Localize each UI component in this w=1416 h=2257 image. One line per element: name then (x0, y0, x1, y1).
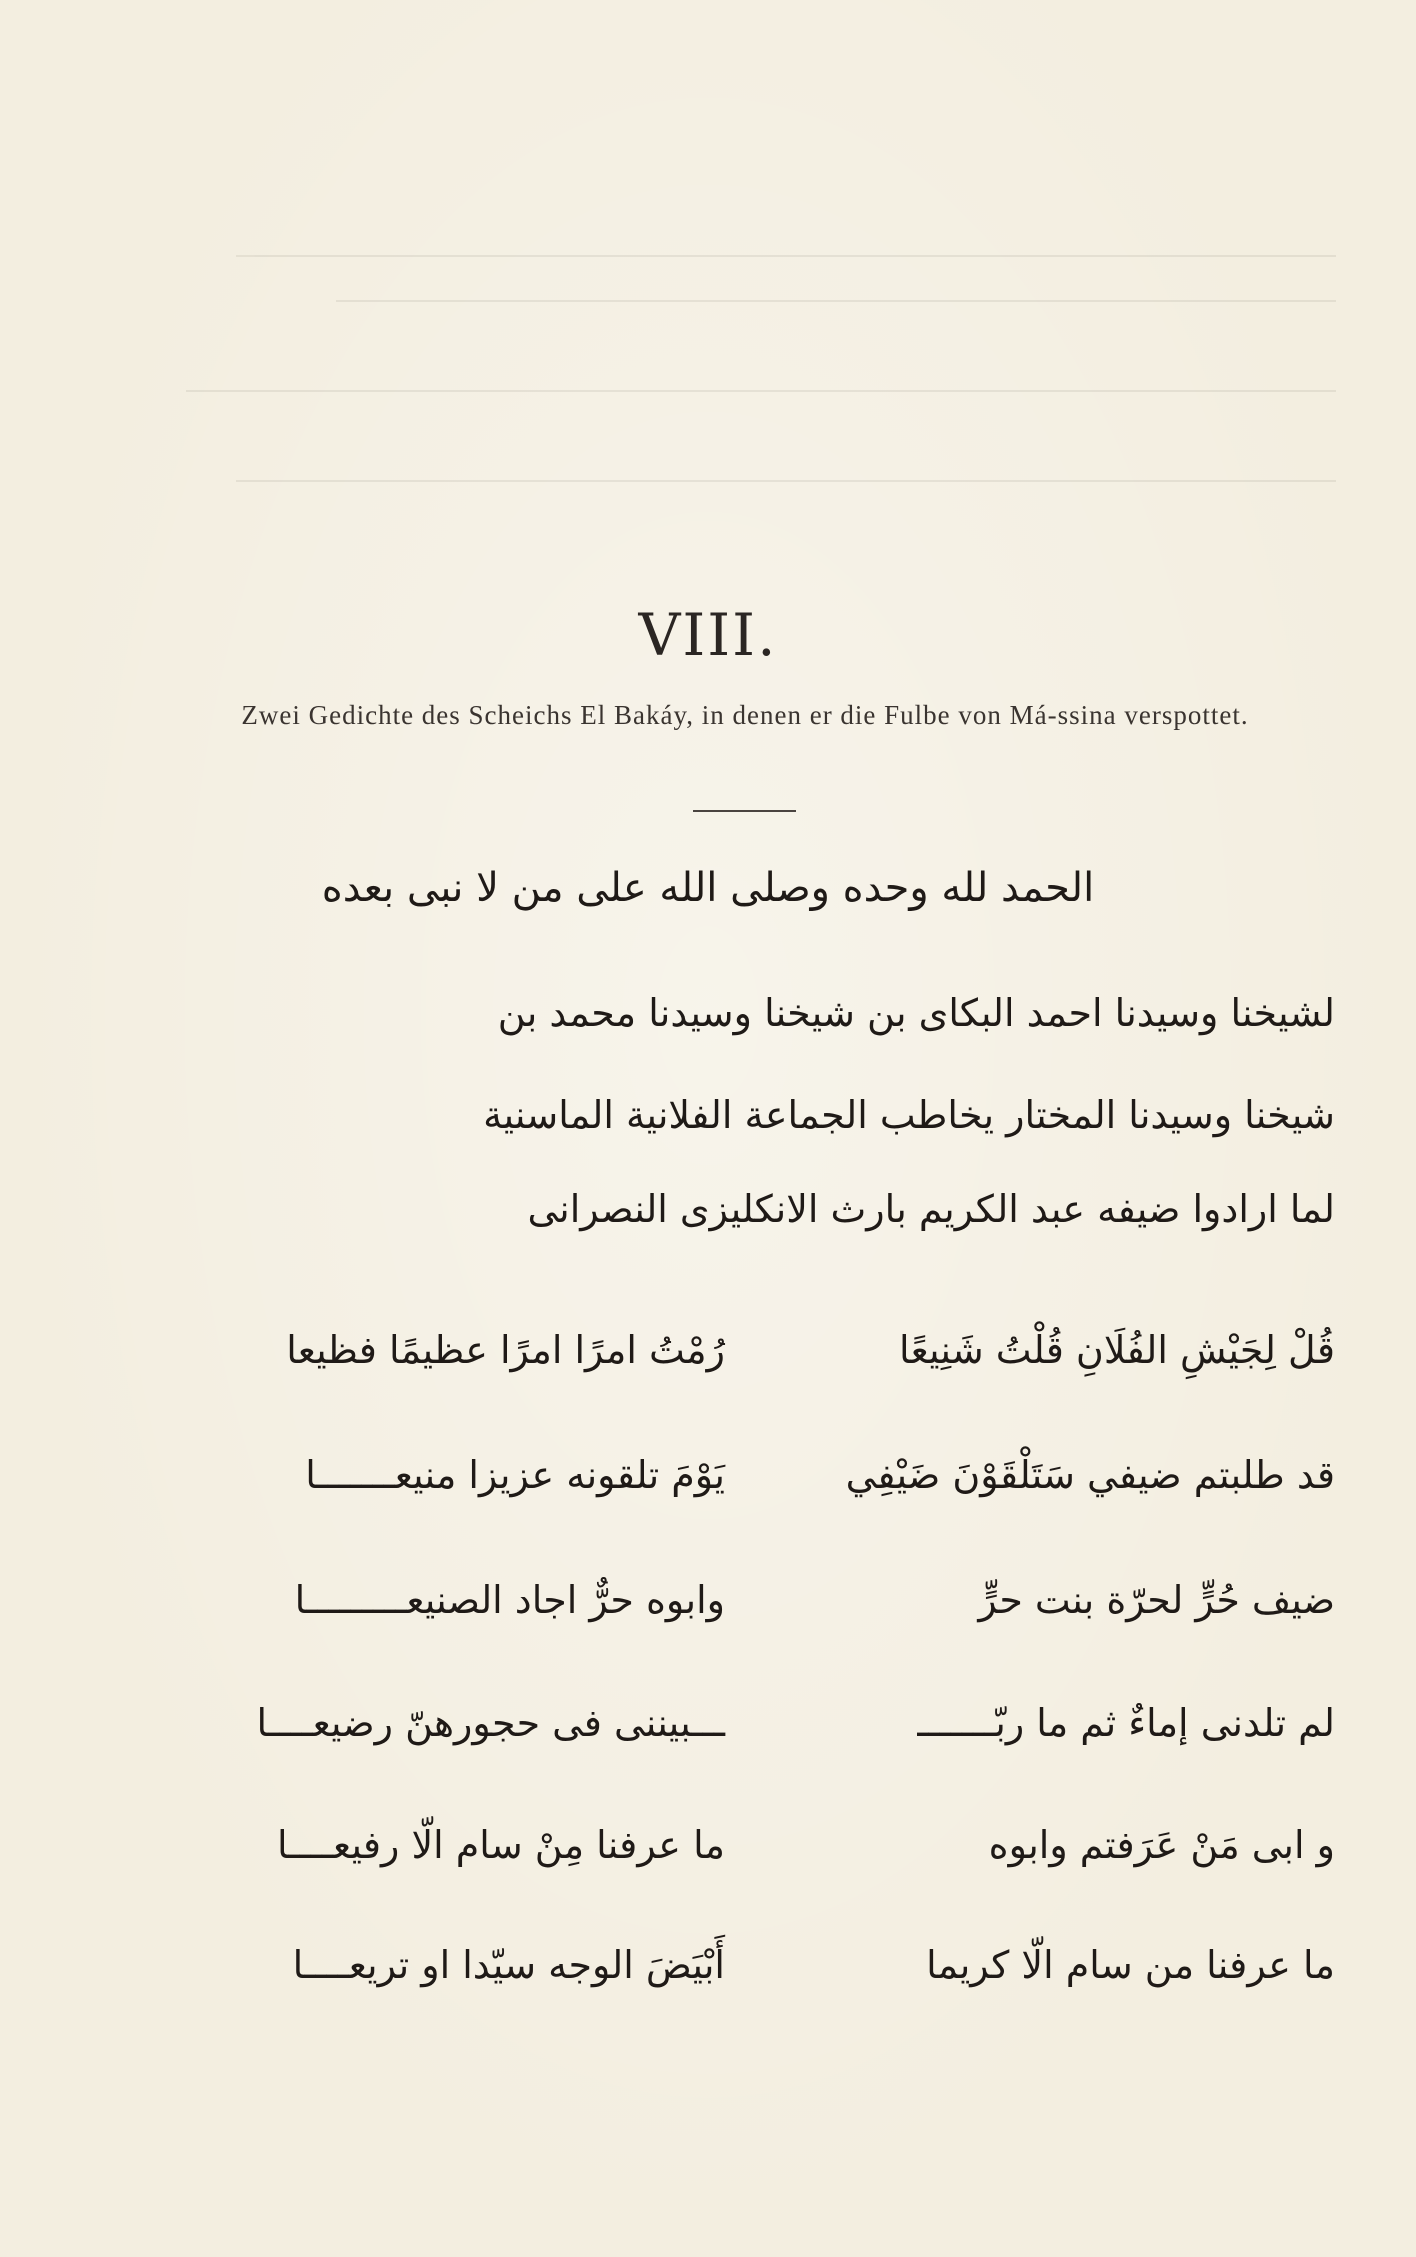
verse-first-hemistich: قد طلبتم ضيفي سَتَلْقَوْنَ ضَيْفِي (845, 1453, 1335, 1497)
prose-line-2: شيخنا وسيدنا المختار يخاطب الجماعة الفلانية الماسنية (483, 1093, 1335, 1137)
verse-second-hemistich: ـــبيننى فى حجورهنّ رضيعــــا (256, 1701, 725, 1745)
chapter-numeral: VIII. (638, 601, 778, 669)
verse-row (135, 1570, 1335, 1634)
show-through-text (0, 0, 1416, 560)
verse-second-hemistich: يَوْمَ تلقونه عزيزا منيعـــــــا (305, 1453, 725, 1497)
verse-first-hemistich: و ابى مَنْ عَرَفتم وابوه (988, 1823, 1335, 1867)
verse-second-hemistich: أَبْيَضَ الوجه سيّدا او تريعــــا (292, 1943, 725, 1987)
verse-first-hemistich: ما عرفنا من سام الّا كريما (926, 1943, 1335, 1987)
verse-first-hemistich: ضيف حُرٍّ لحرّة بنت حرٍّ (978, 1578, 1335, 1622)
verse-row (135, 1935, 1335, 1999)
title-divider (693, 810, 796, 812)
verse-second-hemistich: رُمْتُ امرًا امرًا عظيمًا فظيعا (286, 1328, 725, 1372)
verse-row (135, 1815, 1335, 1879)
basmala: الحمد لله وحده وصلى الله على من لا نبى بعده (321, 865, 1095, 911)
verse-row (135, 1445, 1335, 1509)
header (0, 600, 1416, 730)
verse-first-hemistich: قُلْ لِجَيْشِ الفُلَانِ قُلْتُ شَنِيعًا (899, 1328, 1335, 1372)
chapter-subtitle: Zwei Gedichte des Scheichs El Bakáy, in denen er die Fulbe von Má-ssina verspottet. (241, 700, 1249, 730)
verse-first-hemistich: لم تلدنى إماءٌ ثم ما ربّـــــــ (917, 1701, 1335, 1745)
prose-line-1: لشيخنا وسيدنا احمد البكاى بن شيخنا وسيدنا محمد بن (497, 991, 1335, 1035)
verse-second-hemistich: ما عرفنا مِنْ سام الّا رفيعــــا (276, 1823, 725, 1867)
verse-second-hemistich: وابوه حرٌّ اجاد الصنيعـــــــــا (294, 1578, 725, 1622)
verse-row (135, 1693, 1335, 1757)
prose-line-3: لما ارادوا ضيفه عبد الكريم بارث الانكليزى النصرانى (527, 1187, 1335, 1231)
verse-row (135, 1320, 1335, 1384)
